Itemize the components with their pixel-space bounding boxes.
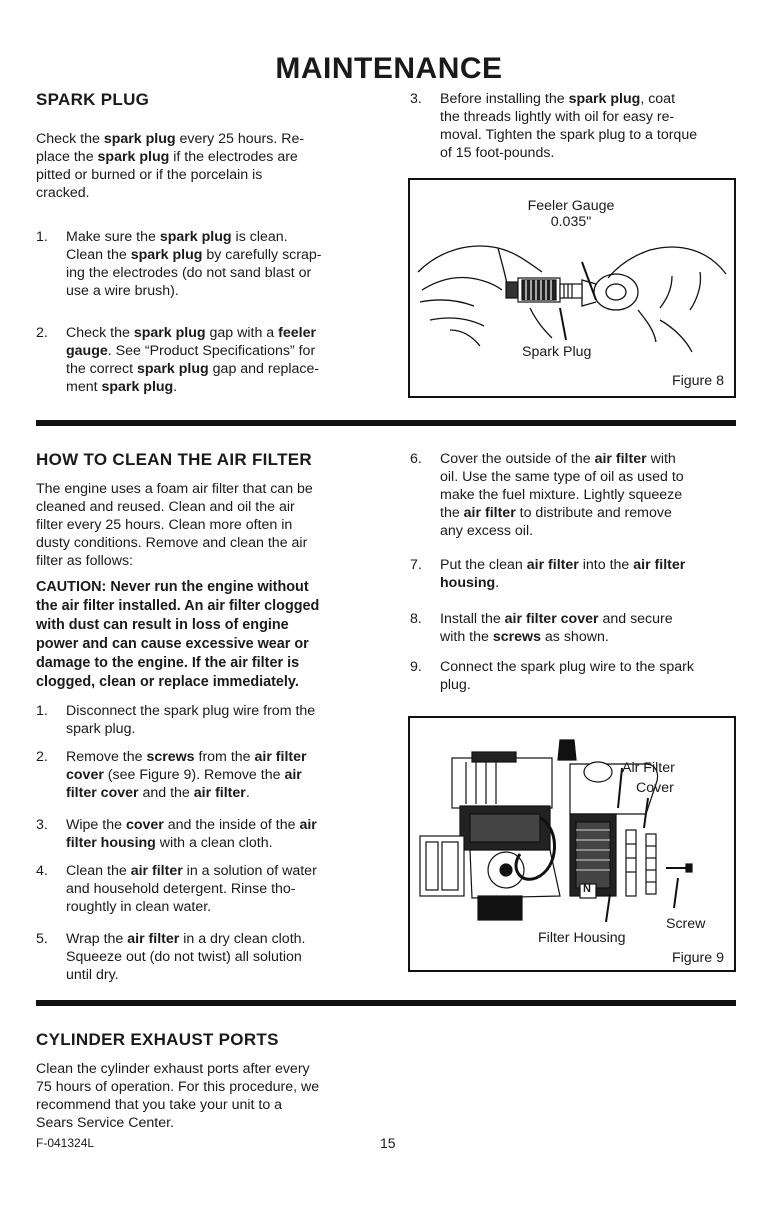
figure-8 xyxy=(408,178,736,398)
spark-plug-heading: SPARK PLUG xyxy=(36,90,150,109)
section-divider xyxy=(36,420,736,426)
figure-9 xyxy=(408,716,736,972)
figure-8-caption: Figure 8 xyxy=(671,373,724,389)
figure-9-caption: Figure 9 xyxy=(671,950,724,966)
exhaust-text: Clean the cylinder exhaust ports after every 75 hours of operation. For this procedure, we recommend that you take your unit to a Sears Service Center. xyxy=(36,1061,320,1131)
exhaust-heading: CYLINDER EXHAUST PORTS xyxy=(36,1030,279,1049)
page-title: MAINTENANCE xyxy=(275,52,503,85)
section-divider xyxy=(36,1000,736,1006)
air-filter-caution: CAUTION: Never run the engine without the air filter installed. An air filter clogged with dust can result in loss of engine power and can cause excessive wear or damage to the engine. If the air filter is clogged, clean or replace immediately. xyxy=(36,579,320,690)
figure-9-label-n: N xyxy=(583,883,591,895)
figure-8-label-spark-plug: Spark Plug xyxy=(522,344,592,360)
footer-code: F-041324L xyxy=(36,1136,95,1150)
figure-9-label-screw: Screw xyxy=(666,916,706,932)
figure-9-label-filter-housing: Filter Housing xyxy=(538,930,626,946)
figure-9-label-cover: Cover xyxy=(636,780,674,796)
page-number: 15 xyxy=(380,1135,396,1151)
air-filter-heading: HOW TO CLEAN THE AIR FILTER xyxy=(36,450,312,469)
figure-8-label-gap: 0.035" xyxy=(550,214,592,230)
figure-8-label-feeler-gauge: Feeler Gauge xyxy=(527,198,615,214)
air-filter-intro: The engine uses a foam air filter that can be cleaned and reused. Clean and oil the air filter every 25 hours. Clean more often in dusty conditions. Remove and clean the air filter as follows: xyxy=(36,481,313,569)
figure-9-label-air-filter: Air Filter xyxy=(622,760,675,776)
spark-plug-intro: Check the spark plug every 25 hours. Re- place the spark plug if the electrodes are pitted or burned or if the porcelain is cracked. xyxy=(36,131,305,201)
